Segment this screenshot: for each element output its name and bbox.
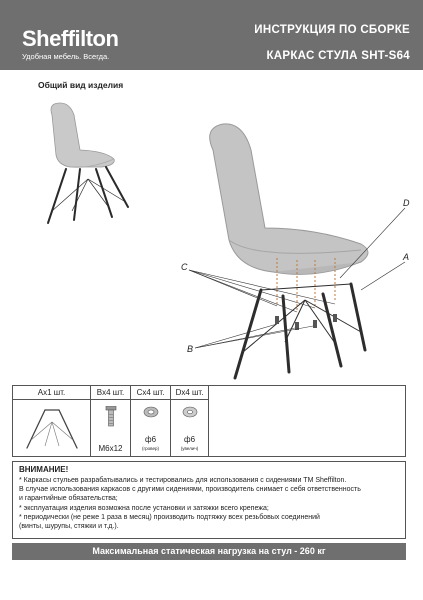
warning-line: * периодически (не реже 1 раза в месяц) производить подтяжку всех резьбовых соединений — [19, 513, 320, 521]
part-label: M6x12 — [98, 444, 123, 453]
brand-tagline: Удобная мебель. Всегда. — [22, 52, 110, 61]
part-label: ф6 — [183, 435, 196, 444]
warning-box — [12, 461, 406, 539]
parts-table — [12, 385, 406, 457]
warning-line: * Каркасы стульев разрабатывались и тестировались для использования с сидениями TM Sheffilton. — [19, 477, 347, 484]
warning-title: ВНИМАНИЕ! — [19, 465, 69, 474]
document-title: ИНСТРУКЦИЯ ПО СБОРКЕ — [254, 24, 410, 36]
warning-line: * эксплуатация изделия возможна после установки и затяжки всего крепежа; — [19, 504, 269, 512]
part-header: Cx4 шт. — [131, 386, 170, 400]
part-note: (гровер) — [142, 446, 159, 451]
part-column-empty — [209, 386, 407, 456]
callout-c: C — [181, 262, 188, 272]
part-column-b — [91, 386, 131, 456]
part-column-d — [171, 386, 209, 456]
screw-icon — [105, 406, 117, 428]
part-label: ф6 — [144, 435, 157, 444]
callout-b: B — [187, 344, 194, 354]
part-column-a — [13, 386, 91, 456]
warning-line: и гарантийные обязательства; — [19, 495, 118, 503]
part-header: Ax1 шт. — [13, 386, 90, 400]
exploded-chair-illustration — [165, 110, 415, 380]
callout-d: D — [403, 198, 410, 208]
header-bar — [0, 0, 423, 70]
callout-a: A — [403, 252, 410, 262]
part-column-c — [131, 386, 171, 456]
general-view-label: Общий вид изделия — [38, 80, 124, 90]
part-header: Bx4 шт. — [91, 386, 130, 400]
washer-icon — [182, 406, 198, 418]
part-header: Dx4 шт. — [171, 386, 208, 400]
spring-washer-icon — [143, 406, 159, 418]
brand-logo: Sheffilton — [22, 26, 119, 51]
frame-icon — [21, 404, 83, 452]
warning-line: В случае использования каркасов с другими сидениями, производитель снимает с себя ответственность — [19, 486, 361, 494]
small-chair-illustration — [30, 95, 140, 225]
document-subtitle: КАРКАС СТУЛА SHT-S64 — [266, 50, 410, 62]
part-note: (увелич) — [180, 446, 199, 451]
warning-line: (винты, шурупы, стяжки и т.д.). — [19, 523, 119, 531]
max-load-banner: Максимальная статическая нагрузка на стул - 260 кг — [12, 543, 406, 560]
